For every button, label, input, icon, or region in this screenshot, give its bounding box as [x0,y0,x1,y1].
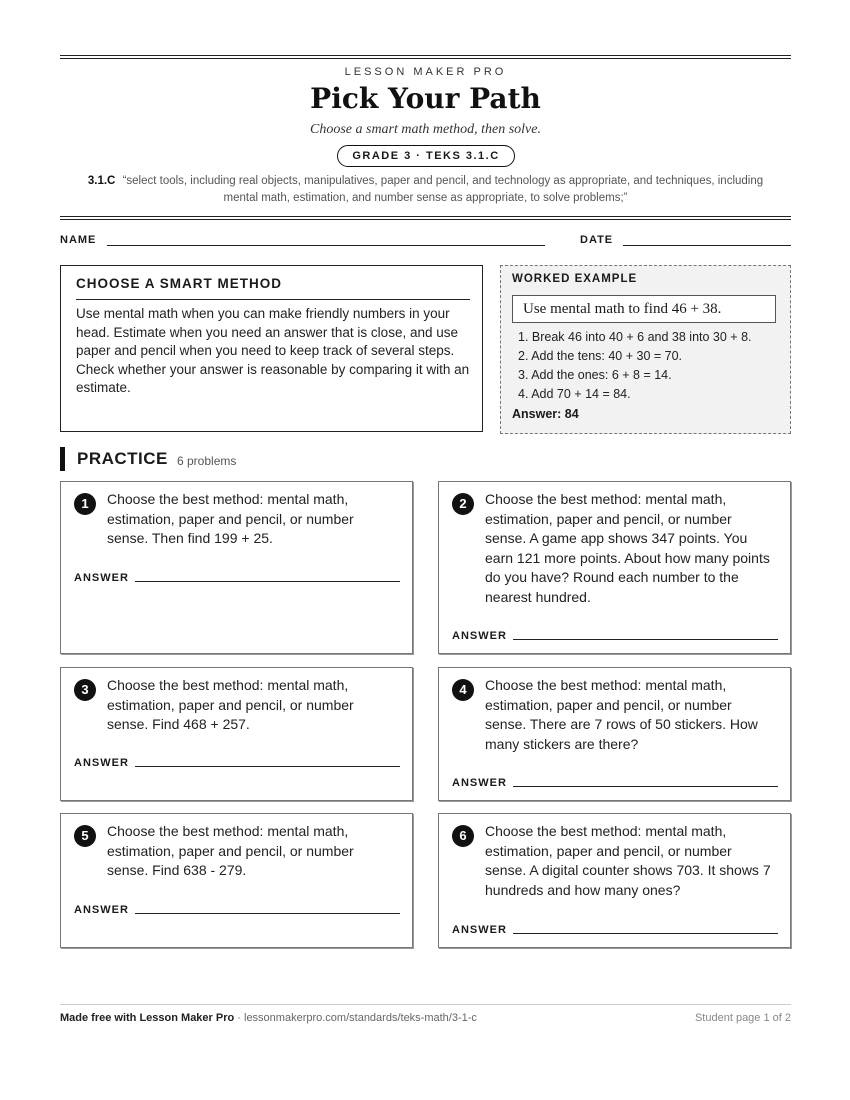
answer-label: ANSWER [452,630,507,642]
practice-title: PRACTICE [77,449,168,468]
method-box [60,265,483,432]
problem-number-badge: 4 [452,679,474,701]
problem-number-badge: 3 [74,679,96,701]
answer-field[interactable] [135,766,400,767]
worked-step: 4. Add 70 + 14 = 84. [518,387,631,401]
problem-text: Choose the best method: mental math, estimation, paper and pencil, or number sense. Find 638 - 279. [107,823,354,878]
problem-text: Choose the best method: mental math, estimation, paper and pencil, or number sense. Find 468 + 257. [107,677,354,732]
brand-name: LESSON MAKER PRO [344,66,507,78]
answer-label: ANSWER [74,904,129,916]
grade-badge: GRADE 3 · TEKS 3.1.C [337,145,515,167]
problem-text: Choose the best method: mental math, estimation, paper and pencil, or number sense. There are 7 rows of 50 stickers. How many stickers are there? [485,677,758,752]
page-subtitle: Choose a smart math method, then solve. [310,122,541,137]
answer-field[interactable] [513,639,778,640]
footer-divider [60,1004,791,1005]
name-label: NAME [60,234,97,246]
problem-number-badge: 1 [74,493,96,515]
method-text: Use mental math when you can make friendly numbers in your head. Estimate when you need an answer that is close, and use paper and pencil when you need to keep track of several steps. Check whether your answer is reasonable by comparing it with an estimate. [76,306,470,395]
date-field[interactable] [623,245,791,246]
worked-step: 1. Break 46 into 40 + 6 and 38 into 30 + 8. [518,330,752,344]
worked-example-box [500,265,791,434]
footer-page-number: Student page 1 of 2 [694,1012,791,1024]
worked-step: 2. Add the tens: 40 + 30 = 70. [518,349,683,363]
problem-card-6 [438,813,791,948]
date-label: DATE [580,234,614,246]
worked-example-label: WORKED EXAMPLE [512,273,638,285]
header-bottom-double-rule [60,216,791,220]
problem-number-badge: 2 [452,493,474,515]
problem-card-2 [438,481,791,654]
practice-accent-bar [60,447,65,471]
method-title: CHOOSE A SMART METHOD [76,276,282,291]
worked-example-steps [518,328,752,404]
problem-text: Choose the best method: mental math, estimation, paper and pencil, or number sense. A digital counter shows 703. It shows 7 hundreds and how many ones? [485,823,771,898]
worked-step: 3. Add the ones: 6 + 8 = 14. [518,368,672,382]
problem-card-1 [60,481,413,654]
footer-made-with: Made free with Lesson Maker Pro [60,1012,235,1024]
practice-count: 6 problems [177,454,237,468]
answer-field[interactable] [135,913,400,914]
standard-description [60,173,791,207]
method-divider [76,299,470,300]
answer-label: ANSWER [74,572,129,584]
page-title: Pick Your Path [310,82,541,115]
problem-card-4 [438,667,791,801]
problem-card-3 [60,667,413,801]
problem-text: Choose the best method: mental math, estimation, paper and pencil, or number sense. A game app shows 347 points. You earn 121 more points. About how many points do you have? Round each number to the nearest hundred. [485,491,770,605]
standard-text-line1: “select tools, including real objects, manipulatives, paper and pencil, and technology as appropriate, and techniques, including [122,175,764,187]
answer-field[interactable] [513,786,778,787]
answer-label: ANSWER [452,924,507,936]
footer-credit [60,1012,477,1024]
problem-card-5 [60,813,413,948]
problem-text: Choose the best method: mental math, estimation, paper and pencil, or number sense. Then find 199 + 25. [107,491,354,546]
answer-label: ANSWER [74,757,129,769]
standard-text-line2: mental math, estimation, and number sense as appropriate, to solve problems;” [223,192,628,204]
worked-example-answer: Answer: 84 [512,407,579,421]
standard-code: 3.1.C [87,175,116,187]
answer-field[interactable] [513,933,778,934]
problem-number-badge: 5 [74,825,96,847]
problem-number-badge: 6 [452,825,474,847]
worksheet-page [60,0,791,1100]
answer-label: ANSWER [452,777,507,789]
name-field[interactable] [107,245,545,246]
top-double-rule [60,55,791,59]
footer-url[interactable]: · lessonmakerpro.com/standards/teks-math/3-1-c [234,1012,477,1024]
answer-field[interactable] [135,581,400,582]
worked-example-prompt: Use mental math to find 46 + 38. [512,295,776,323]
